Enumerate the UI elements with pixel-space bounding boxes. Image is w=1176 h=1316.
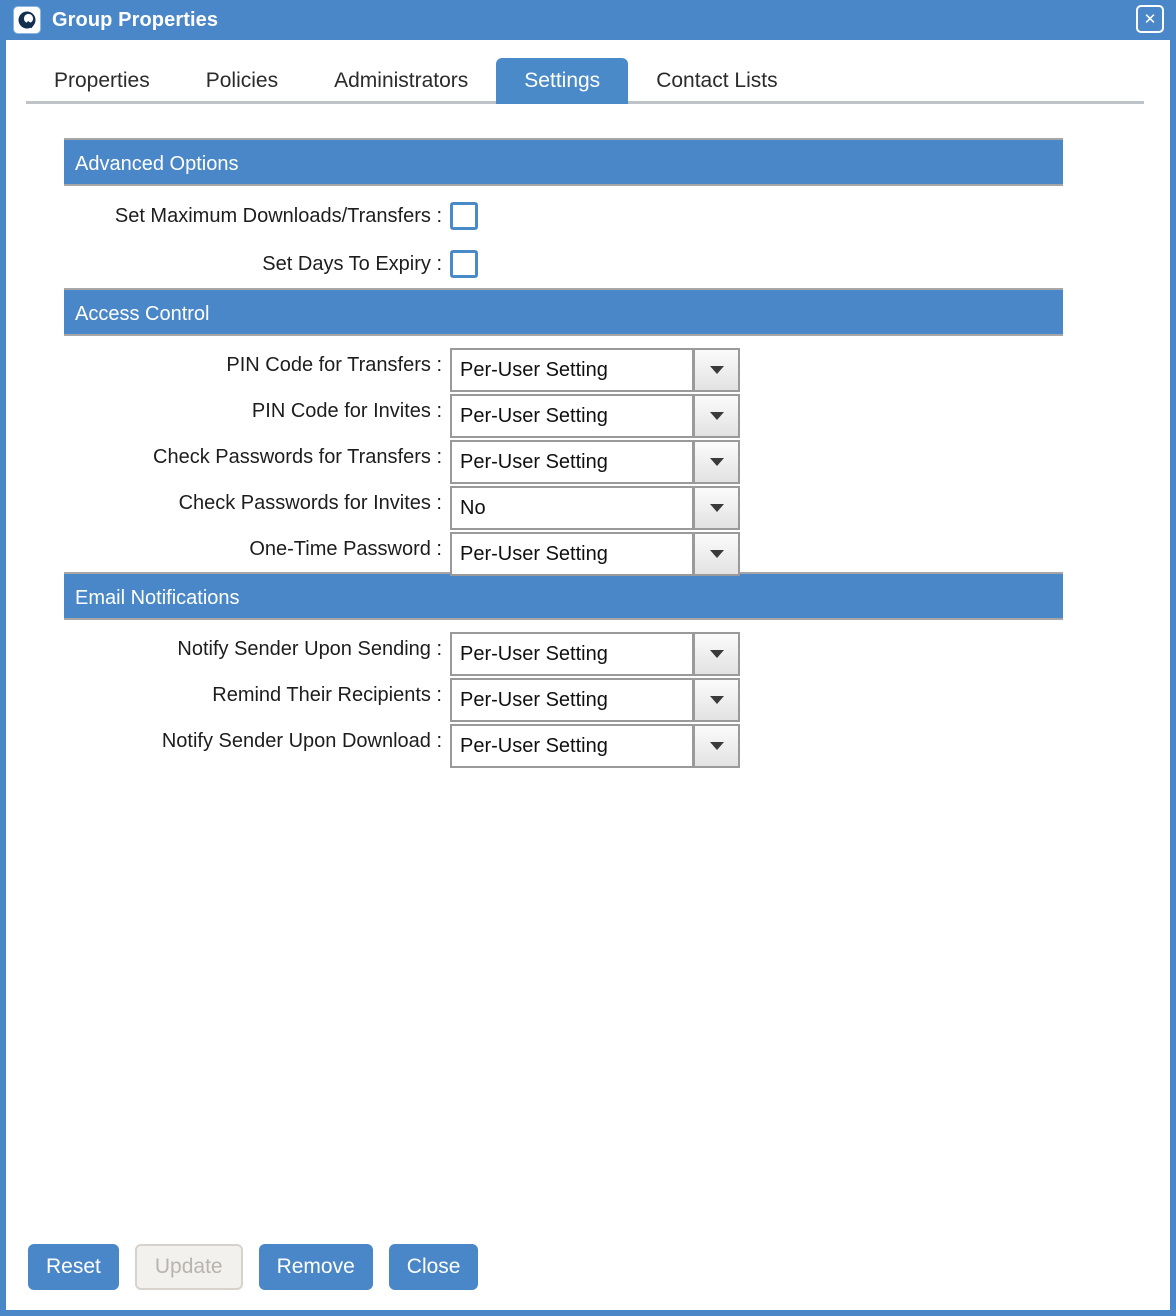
chevron-down-icon[interactable] bbox=[694, 532, 740, 576]
row-set-days-to-expiry bbox=[6, 240, 1170, 288]
select-value: Per-User Setting bbox=[450, 678, 694, 722]
tab-properties[interactable]: Properties bbox=[54, 69, 150, 92]
chevron-down-icon[interactable] bbox=[694, 724, 740, 768]
section-rows bbox=[6, 186, 1170, 288]
pin-code-for-transfers-select[interactable] bbox=[450, 348, 740, 392]
row-label: Set Days To Expiry : bbox=[262, 252, 442, 275]
select-value: Per-User Setting bbox=[450, 724, 694, 768]
select-value: Per-User Setting bbox=[450, 440, 694, 484]
close-icon[interactable] bbox=[1136, 5, 1164, 33]
section-header-access-control bbox=[64, 288, 1063, 336]
section-rows bbox=[6, 336, 1170, 572]
title-bar bbox=[6, 0, 1170, 40]
row-label: Notify Sender Upon Download : bbox=[161, 729, 442, 752]
tab-bar bbox=[6, 40, 1170, 104]
row-one-time-password bbox=[6, 526, 1170, 572]
chevron-down-icon[interactable] bbox=[694, 678, 740, 722]
window-title: Group Properties bbox=[52, 8, 219, 31]
update-button: Update bbox=[135, 1244, 243, 1290]
row-label: One-Time Password : bbox=[249, 537, 442, 560]
row-label: PIN Code for Invites : bbox=[251, 399, 442, 422]
section-rows bbox=[6, 620, 1170, 764]
row-check-passwords-for-transfers bbox=[6, 434, 1170, 480]
triangle-glyph bbox=[710, 650, 724, 658]
close-button[interactable]: Close bbox=[389, 1244, 479, 1290]
section-email-notifications bbox=[6, 572, 1170, 764]
tab-contact-lists[interactable]: Contact Lists bbox=[656, 69, 778, 92]
remind-their-recipients-select[interactable] bbox=[450, 678, 740, 722]
chevron-down-icon[interactable] bbox=[694, 486, 740, 530]
select-value: Per-User Setting bbox=[450, 394, 694, 438]
set-days-to-expiry-checkbox[interactable] bbox=[450, 250, 478, 278]
row-label: Notify Sender Upon Sending : bbox=[177, 637, 442, 660]
row-label: Remind Their Recipients : bbox=[212, 683, 442, 706]
chevron-down-icon[interactable] bbox=[694, 440, 740, 484]
row-pin-code-for-transfers bbox=[6, 342, 1170, 388]
row-check-passwords-for-invites bbox=[6, 480, 1170, 526]
row-label: PIN Code for Transfers : bbox=[226, 353, 442, 376]
triangle-glyph bbox=[710, 550, 724, 558]
check-passwords-for-transfers-select[interactable] bbox=[450, 440, 740, 484]
row-pin-code-for-invites bbox=[6, 388, 1170, 434]
reset-button[interactable]: Reset bbox=[28, 1244, 119, 1290]
app-logo-icon bbox=[14, 7, 40, 33]
section-access-control bbox=[6, 288, 1170, 572]
pin-code-for-invites-select[interactable] bbox=[450, 394, 740, 438]
triangle-glyph bbox=[710, 458, 724, 466]
set-maximum-downloads-transfers-checkbox[interactable] bbox=[450, 202, 478, 230]
one-time-password-select[interactable] bbox=[450, 532, 740, 576]
select-value: Per-User Setting bbox=[450, 532, 694, 576]
check-passwords-for-invites-select[interactable] bbox=[450, 486, 740, 530]
chevron-down-icon[interactable] bbox=[694, 394, 740, 438]
select-value: Per-User Setting bbox=[450, 632, 694, 676]
close-glyph: ✕ bbox=[1143, 9, 1157, 28]
section-header-advanced-options bbox=[64, 138, 1063, 186]
triangle-glyph bbox=[710, 412, 724, 420]
section-title: Email Notifications bbox=[75, 587, 240, 609]
row-label: Check Passwords for Invites : bbox=[178, 491, 442, 514]
section-title: Advanced Options bbox=[75, 153, 239, 175]
section-header-email-notifications bbox=[64, 572, 1063, 620]
select-value: No bbox=[450, 486, 694, 530]
tab-administrators[interactable]: Administrators bbox=[334, 69, 469, 92]
remove-button[interactable]: Remove bbox=[259, 1244, 373, 1290]
row-label: Set Maximum Downloads/Transfers : bbox=[114, 204, 442, 227]
row-notify-sender-upon-download bbox=[6, 718, 1170, 764]
dialog-footer bbox=[6, 1224, 1170, 1310]
tab-settings[interactable]: Settings bbox=[496, 58, 628, 104]
tab-policies[interactable]: Policies bbox=[205, 69, 279, 92]
chevron-down-icon[interactable] bbox=[694, 632, 740, 676]
chevron-down-icon[interactable] bbox=[694, 348, 740, 392]
triangle-glyph bbox=[710, 742, 724, 750]
notify-sender-upon-download-select[interactable] bbox=[450, 724, 740, 768]
triangle-glyph bbox=[710, 366, 724, 374]
dialog-panel bbox=[6, 40, 1170, 1310]
row-remind-their-recipients bbox=[6, 672, 1170, 718]
notify-sender-upon-sending-select[interactable] bbox=[450, 632, 740, 676]
row-set-maximum-downloads-transfers bbox=[6, 192, 1170, 240]
row-label: Check Passwords for Transfers : bbox=[153, 445, 442, 468]
settings-content bbox=[6, 104, 1170, 1224]
triangle-glyph bbox=[710, 696, 724, 704]
section-title: Access Control bbox=[75, 303, 210, 325]
row-notify-sender-upon-sending bbox=[6, 626, 1170, 672]
select-value: Per-User Setting bbox=[450, 348, 694, 392]
section-advanced-options bbox=[6, 138, 1170, 288]
triangle-glyph bbox=[710, 504, 724, 512]
